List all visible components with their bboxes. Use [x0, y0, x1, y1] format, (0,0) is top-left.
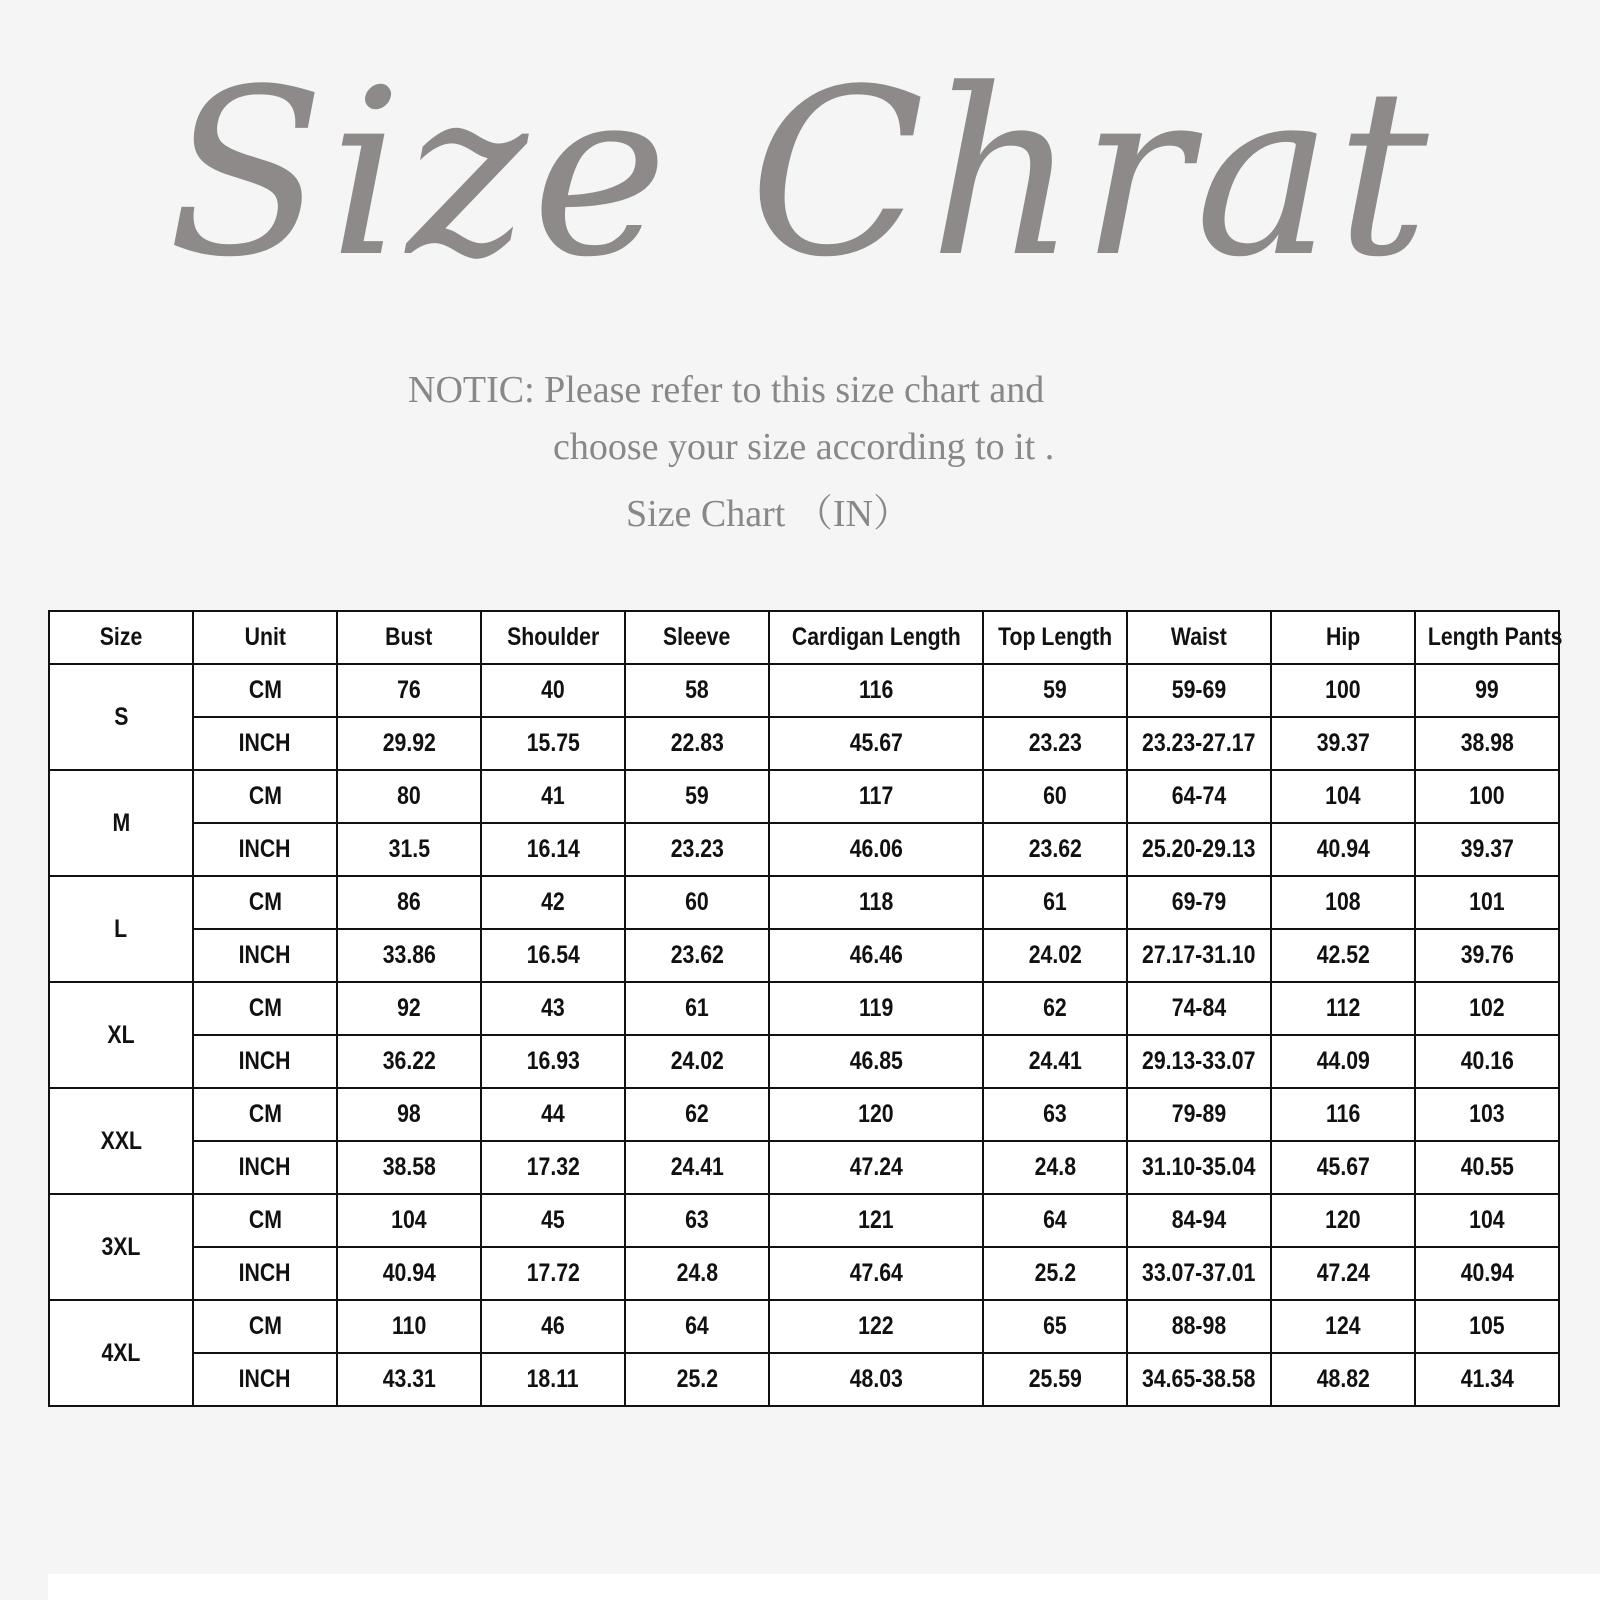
value-cell: 24.41: [983, 1035, 1127, 1088]
unit-cell: INCH: [193, 1035, 337, 1088]
value-cell: 45.67: [1271, 1141, 1415, 1194]
table-row: [49, 1141, 1559, 1194]
value-cell: 122: [769, 1300, 983, 1353]
table-row: [49, 823, 1559, 876]
value-cell: 25.59: [983, 1353, 1127, 1406]
size-cell: XL: [49, 982, 193, 1088]
value-cell: 24.8: [983, 1141, 1127, 1194]
chart-subtitle: Size Chart （IN）: [626, 493, 911, 535]
value-cell: 39.37: [1271, 717, 1415, 770]
value-cell: 76: [337, 664, 481, 717]
value-cell: 25.20-29.13: [1127, 823, 1271, 876]
value-cell: 24.41: [625, 1141, 769, 1194]
value-cell: 79-89: [1127, 1088, 1271, 1141]
value-cell: 16.14: [481, 823, 625, 876]
table-row: [49, 1194, 1559, 1247]
value-cell: 48.82: [1271, 1353, 1415, 1406]
value-cell: 29.13-33.07: [1127, 1035, 1271, 1088]
size-cell: 4XL: [49, 1300, 193, 1406]
header-sleeve: Sleeve: [625, 611, 769, 664]
unit-cell: CM: [193, 1088, 337, 1141]
page-title: Size Chrat: [167, 41, 1433, 308]
value-cell: 124: [1271, 1300, 1415, 1353]
value-cell: 64-74: [1127, 770, 1271, 823]
value-cell: 38.58: [337, 1141, 481, 1194]
value-cell: 29.92: [337, 717, 481, 770]
header-size: Size: [49, 611, 193, 664]
value-cell: 74-84: [1127, 982, 1271, 1035]
unit-cell: CM: [193, 664, 337, 717]
unit-cell: CM: [193, 982, 337, 1035]
value-cell: 118: [769, 876, 983, 929]
value-cell: 117: [769, 770, 983, 823]
value-cell: 43.31: [337, 1353, 481, 1406]
value-cell: 24.02: [983, 929, 1127, 982]
bottom-strip: [48, 1574, 1600, 1600]
unit-cell: INCH: [193, 929, 337, 982]
value-cell: 23.23: [983, 717, 1127, 770]
unit-cell: INCH: [193, 1247, 337, 1300]
table-row: [49, 717, 1559, 770]
value-cell: 102: [1415, 982, 1559, 1035]
value-cell: 38.98: [1415, 717, 1559, 770]
value-cell: 46.85: [769, 1035, 983, 1088]
unit-cell: INCH: [193, 1353, 337, 1406]
size-cell: S: [49, 664, 193, 770]
value-cell: 64: [625, 1300, 769, 1353]
value-cell: 100: [1415, 770, 1559, 823]
value-cell: 47.24: [1271, 1247, 1415, 1300]
value-cell: 103: [1415, 1088, 1559, 1141]
value-cell: 119: [769, 982, 983, 1035]
value-cell: 98: [337, 1088, 481, 1141]
table-row: [49, 1088, 1559, 1141]
value-cell: 23.62: [625, 929, 769, 982]
value-cell: 62: [983, 982, 1127, 1035]
value-cell: 22.83: [625, 717, 769, 770]
value-cell: 100: [1271, 664, 1415, 717]
table-row: [49, 982, 1559, 1035]
notice-text: [408, 362, 1168, 476]
value-cell: 40.94: [1415, 1247, 1559, 1300]
value-cell: 108: [1271, 876, 1415, 929]
value-cell: 45: [481, 1194, 625, 1247]
value-cell: 40.94: [337, 1247, 481, 1300]
value-cell: 42: [481, 876, 625, 929]
header-waist: Waist: [1127, 611, 1271, 664]
value-cell: 48.03: [769, 1353, 983, 1406]
value-cell: 65: [983, 1300, 1127, 1353]
value-cell: 46.46: [769, 929, 983, 982]
value-cell: 39.37: [1415, 823, 1559, 876]
value-cell: 46: [481, 1300, 625, 1353]
table-row: [49, 1300, 1559, 1353]
value-cell: 46.06: [769, 823, 983, 876]
table-row: [49, 876, 1559, 929]
value-cell: 59-69: [1127, 664, 1271, 717]
value-cell: 44.09: [1271, 1035, 1415, 1088]
unit-cell: CM: [193, 876, 337, 929]
unit-cell: CM: [193, 1300, 337, 1353]
value-cell: 116: [1271, 1088, 1415, 1141]
value-cell: 36.22: [337, 1035, 481, 1088]
value-cell: 121: [769, 1194, 983, 1247]
value-cell: 88-98: [1127, 1300, 1271, 1353]
value-cell: 27.17-31.10: [1127, 929, 1271, 982]
header-hip: Hip: [1271, 611, 1415, 664]
value-cell: 69-79: [1127, 876, 1271, 929]
value-cell: 40.16: [1415, 1035, 1559, 1088]
value-cell: 47.24: [769, 1141, 983, 1194]
value-cell: 92: [337, 982, 481, 1035]
value-cell: 33.07-37.01: [1127, 1247, 1271, 1300]
size-chart-table: [48, 610, 1563, 1407]
value-cell: 23.23-27.17: [1127, 717, 1271, 770]
value-cell: 33.86: [337, 929, 481, 982]
header-top-length: Top Length: [983, 611, 1127, 664]
value-cell: 41.34: [1415, 1353, 1559, 1406]
value-cell: 112: [1271, 982, 1415, 1035]
value-cell: 17.32: [481, 1141, 625, 1194]
value-cell: 60: [625, 876, 769, 929]
value-cell: 86: [337, 876, 481, 929]
unit-cell: CM: [193, 1194, 337, 1247]
value-cell: 42.52: [1271, 929, 1415, 982]
table-row: [49, 1247, 1559, 1300]
value-cell: 24.02: [625, 1035, 769, 1088]
header-cardigan-length: Cardigan Length: [769, 611, 983, 664]
value-cell: 23.62: [983, 823, 1127, 876]
value-cell: 110: [337, 1300, 481, 1353]
value-cell: 40: [481, 664, 625, 717]
size-cell: XXL: [49, 1088, 193, 1194]
value-cell: 44: [481, 1088, 625, 1141]
notice-line-2: choose your size according to it .: [553, 426, 1055, 468]
value-cell: 116: [769, 664, 983, 717]
value-cell: 23.23: [625, 823, 769, 876]
header-bust: Bust: [337, 611, 481, 664]
unit-cell: INCH: [193, 823, 337, 876]
table-row: [49, 1035, 1559, 1088]
value-cell: 34.65-38.58: [1127, 1353, 1271, 1406]
value-cell: 120: [1271, 1194, 1415, 1247]
header-unit: Unit: [193, 611, 337, 664]
value-cell: 18.11: [481, 1353, 625, 1406]
value-cell: 80: [337, 770, 481, 823]
unit-cell: INCH: [193, 717, 337, 770]
value-cell: 61: [983, 876, 1127, 929]
value-cell: 41: [481, 770, 625, 823]
value-cell: 40.94: [1271, 823, 1415, 876]
value-cell: 84-94: [1127, 1194, 1271, 1247]
value-cell: 40.55: [1415, 1141, 1559, 1194]
value-cell: 104: [337, 1194, 481, 1247]
value-cell: 62: [625, 1088, 769, 1141]
value-cell: 31.10-35.04: [1127, 1141, 1271, 1194]
value-cell: 31.5: [337, 823, 481, 876]
value-cell: 63: [983, 1088, 1127, 1141]
value-cell: 15.75: [481, 717, 625, 770]
value-cell: 58: [625, 664, 769, 717]
table-body: [49, 664, 1559, 1406]
value-cell: 16.54: [481, 929, 625, 982]
value-cell: 17.72: [481, 1247, 625, 1300]
table-row: [49, 664, 1559, 717]
value-cell: 59: [625, 770, 769, 823]
value-cell: 24.8: [625, 1247, 769, 1300]
value-cell: 39.76: [1415, 929, 1559, 982]
value-cell: 61: [625, 982, 769, 1035]
header-length-pants: Length Pants: [1415, 611, 1559, 664]
value-cell: 104: [1271, 770, 1415, 823]
value-cell: 101: [1415, 876, 1559, 929]
value-cell: 45.67: [769, 717, 983, 770]
value-cell: 60: [983, 770, 1127, 823]
value-cell: 104: [1415, 1194, 1559, 1247]
value-cell: 120: [769, 1088, 983, 1141]
value-cell: 59: [983, 664, 1127, 717]
value-cell: 43: [481, 982, 625, 1035]
value-cell: 16.93: [481, 1035, 625, 1088]
unit-cell: INCH: [193, 1141, 337, 1194]
value-cell: 47.64: [769, 1247, 983, 1300]
table-row: [49, 929, 1559, 982]
table-header-row: [49, 611, 1559, 664]
unit-cell: CM: [193, 770, 337, 823]
size-cell: M: [49, 770, 193, 876]
value-cell: 105: [1415, 1300, 1559, 1353]
value-cell: 25.2: [625, 1353, 769, 1406]
header-shoulder: Shoulder: [481, 611, 625, 664]
table-row: [49, 1353, 1559, 1406]
value-cell: 63: [625, 1194, 769, 1247]
size-cell: 3XL: [49, 1194, 193, 1300]
value-cell: 25.2: [983, 1247, 1127, 1300]
size-cell: L: [49, 876, 193, 982]
table-row: [49, 770, 1559, 823]
value-cell: 99: [1415, 664, 1559, 717]
notice-line-1: NOTIC: Please refer to this size chart and: [408, 369, 1045, 411]
value-cell: 64: [983, 1194, 1127, 1247]
